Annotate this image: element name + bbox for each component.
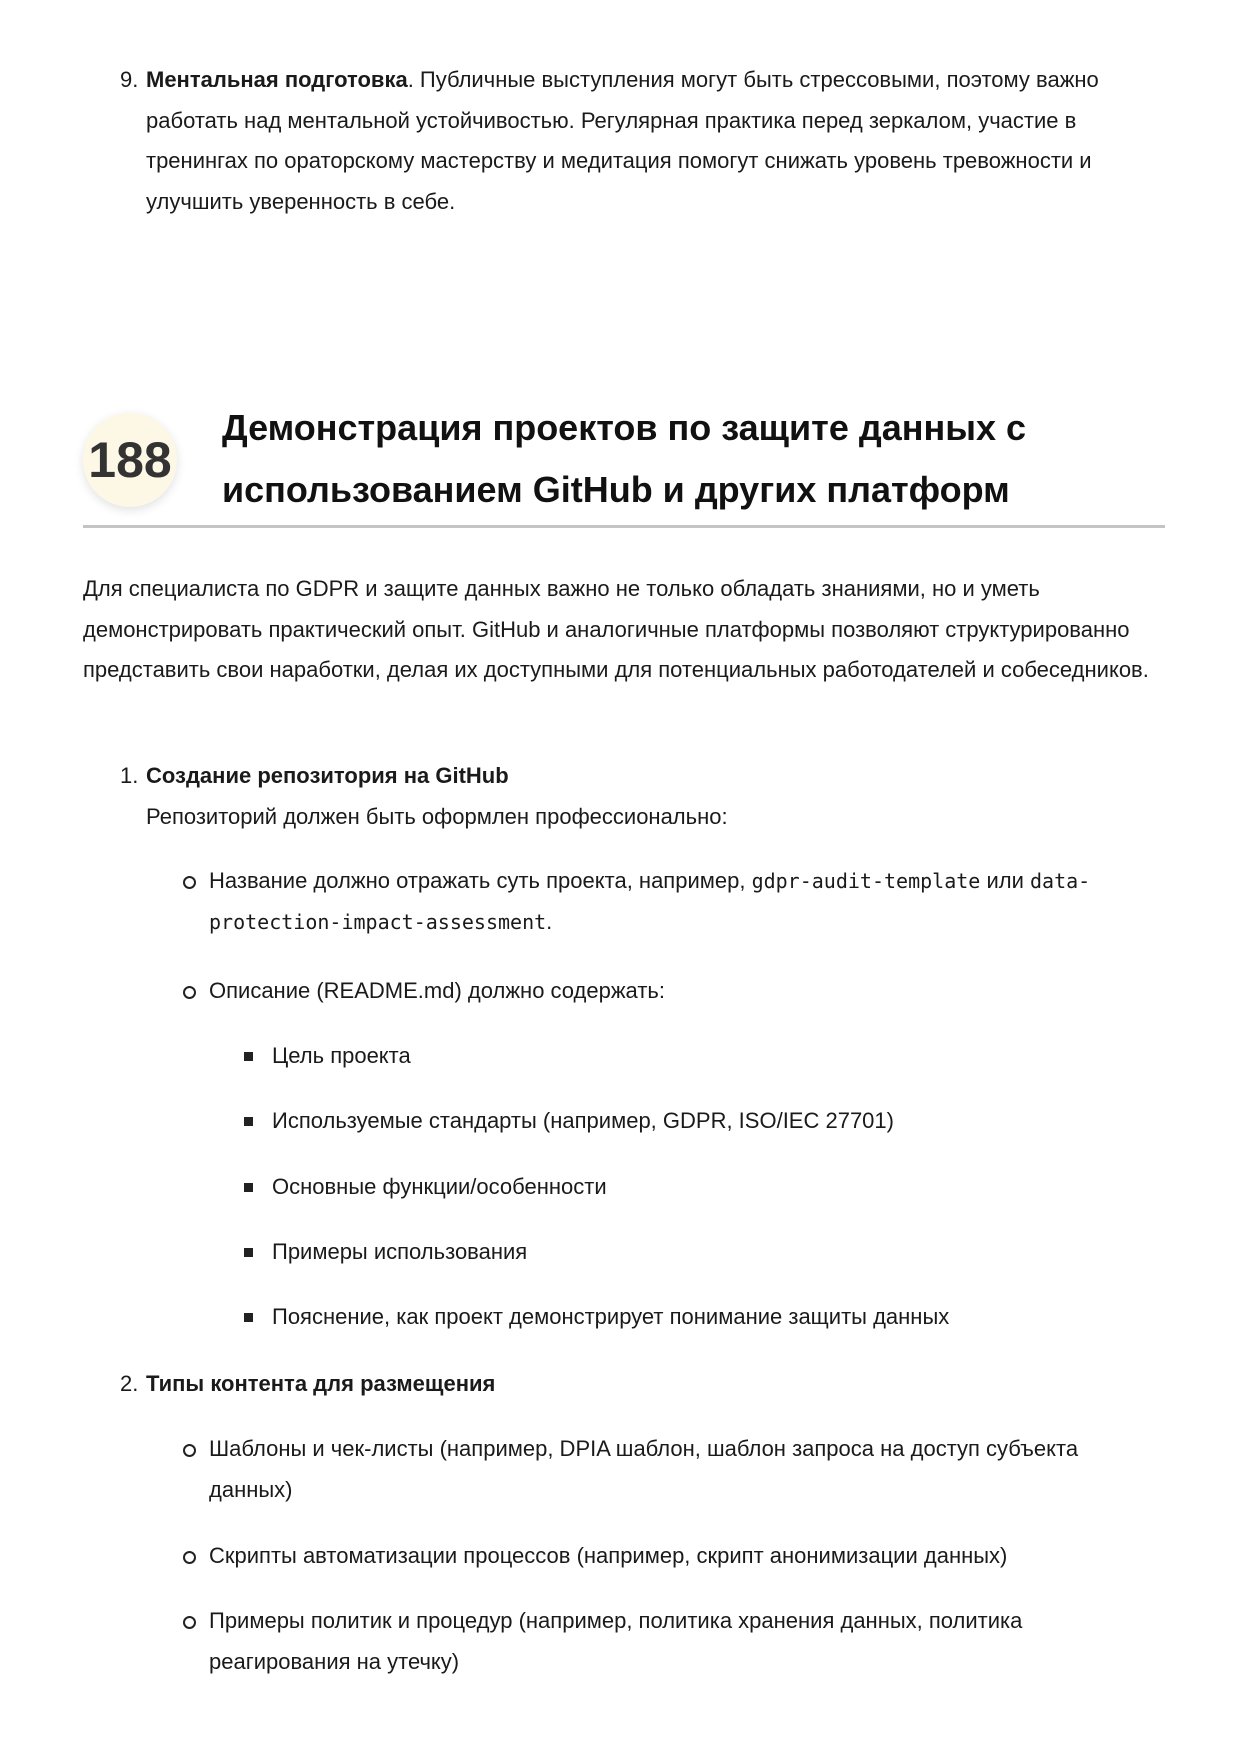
item-number: 2. (120, 1371, 139, 1396)
sub-bullet-item (272, 1232, 1172, 1273)
square-bullet-icon (244, 1313, 253, 1322)
circle-bullet-icon (183, 1444, 196, 1457)
bullet-text: . (546, 908, 553, 934)
sub-bullet-text: Примеры использования (272, 1239, 528, 1264)
bullet-text: Название должно отражать суть проекта, например, (209, 868, 752, 893)
intro-paragraph: Для специалиста по GDPR и защите данных важно не только обладать знаниями, но и уметь демонстрировать практический опыт. GitHub и аналогичные платформы позволяют структурированно представить свои наработки, делая их доступными для потенциальных работодателей и собеседников. (83, 576, 1149, 682)
bullet-item (209, 1429, 1109, 1510)
repo-name-example: gdpr-audit-template (751, 869, 981, 893)
bullet-text: или (980, 868, 1030, 893)
sub-bullet-item (272, 1167, 1172, 1208)
sub-bullet-text: Используемые стандарты (например, GDPR, ISO/IEC 27701) (272, 1108, 894, 1133)
bullet-text: Скрипты автоматизации процессов (например, скрипт анонимизации данных) (209, 1543, 1008, 1568)
square-bullet-icon (244, 1052, 253, 1061)
sub-bullet-item (272, 1297, 1172, 1338)
bullet-text: Описание (README.md) должно содержать: (209, 978, 665, 1003)
circle-bullet-icon (183, 1616, 196, 1629)
sub-bullet-text: Пояснение, как проект демонстрирует понимание защиты данных (272, 1304, 950, 1329)
bullet-item (209, 1536, 1169, 1577)
bullet-item (209, 861, 1169, 942)
bullet-item (209, 1601, 1169, 1682)
circle-bullet-icon (183, 876, 196, 889)
repo-name-example: data-protection-impact-assessment (209, 869, 1091, 934)
section-number-badge: 188 (83, 413, 177, 507)
item-text: . Публичные выступления могут быть стрессовыми, поэтому важно работать над ментальной устойчивостью. Регулярная практика перед зеркалом, участие в тренингах по ораторскому мастерству и медитация помогут снижать уровень тревожности и улучшить уверенность в себе. (146, 67, 1099, 214)
list-item-2 (120, 1364, 1166, 1405)
item-number: 9. (120, 67, 139, 92)
item-number: 1. (120, 763, 139, 788)
square-bullet-icon (244, 1183, 253, 1192)
section-title: Демонстрация проектов по защите данных с использованием GitHub и других платформ (222, 407, 1026, 510)
bullet-item (209, 971, 1169, 1012)
circle-bullet-icon (183, 986, 196, 999)
sub-bullet-text: Цель проекта (272, 1043, 411, 1068)
square-bullet-icon (244, 1248, 253, 1257)
item-title: Типы контента для размещения (146, 1371, 496, 1396)
list-item-1 (120, 756, 1166, 837)
item-subtitle: Репозиторий должен быть оформлен профессионально: (146, 803, 728, 829)
sub-bullet-text: Основные функции/особенности (272, 1174, 607, 1199)
bullet-text: Шаблоны и чек-листы (например, DPIA шаблон, шаблон запроса на доступ субъекта данных) (209, 1436, 1079, 1502)
circle-bullet-icon (183, 1551, 196, 1564)
heading-divider (83, 525, 1165, 528)
square-bullet-icon (244, 1117, 253, 1126)
item-title: Ментальная подготовка (146, 67, 408, 92)
sub-bullet-item (272, 1036, 1172, 1077)
list-item-9 (120, 60, 1166, 222)
item-title: Создание репозитория на GitHub (146, 763, 509, 788)
bullet-text: Примеры политик и процедур (например, политика хранения данных, политика реагирования на утечку) (209, 1608, 1023, 1674)
sub-bullet-item (272, 1101, 1172, 1142)
